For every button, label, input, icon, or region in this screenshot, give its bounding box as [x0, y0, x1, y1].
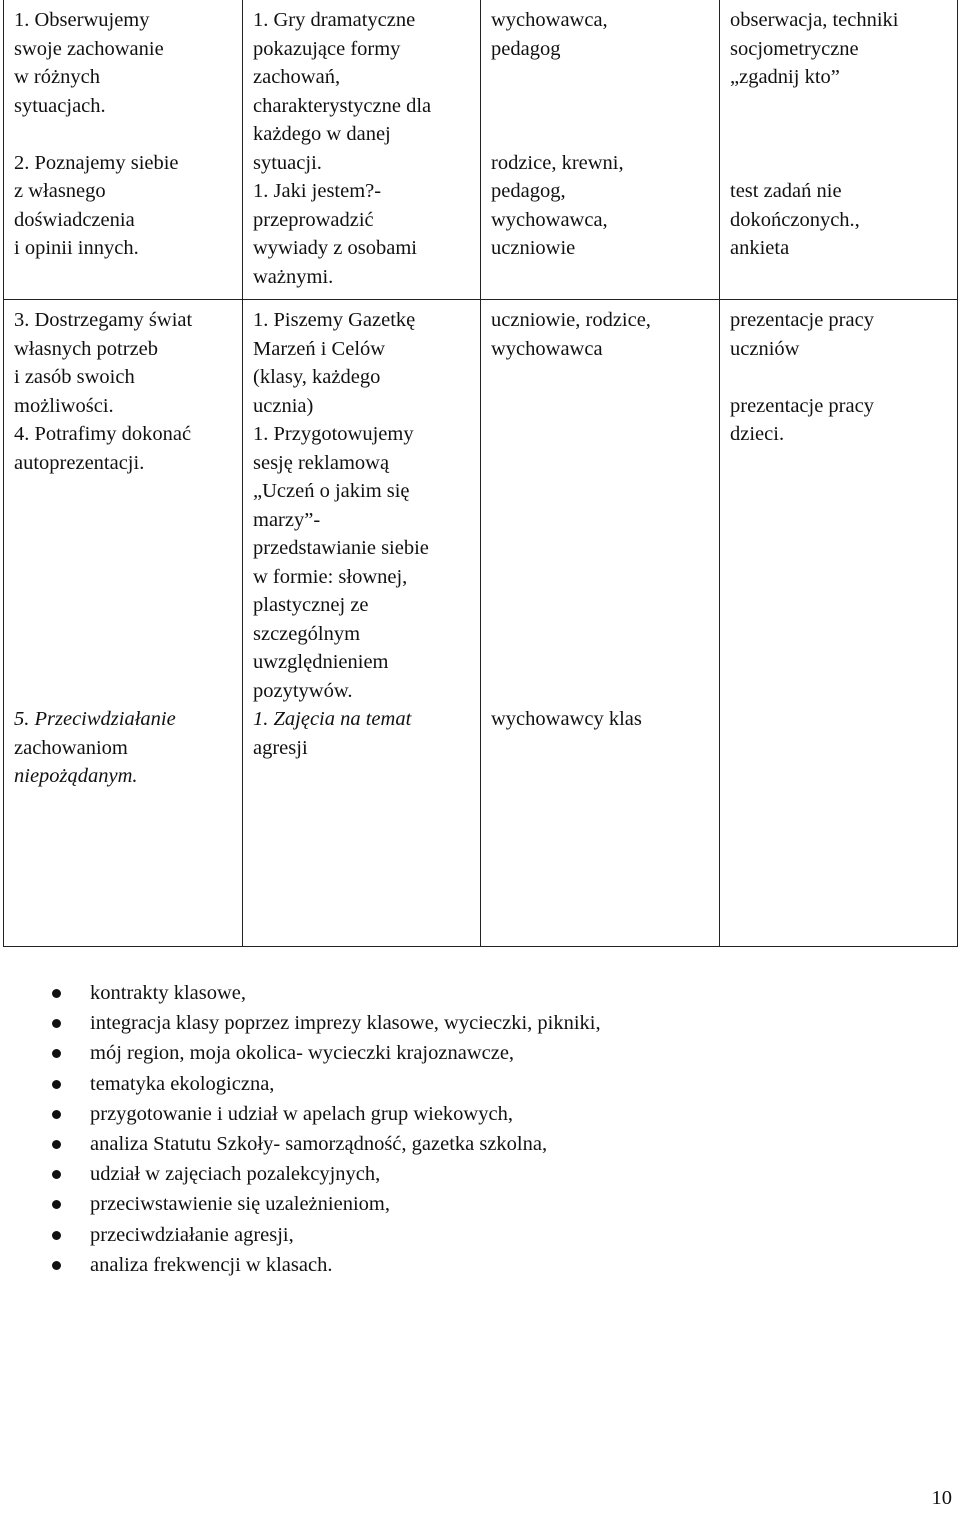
bullet-icon [52, 1110, 61, 1119]
list-item: integracja klasy poprzez imprezy klasowe, wycieczki, pikniki, [52, 1008, 601, 1038]
table-cell-responsible [481, 0, 720, 300]
bullet-icon [52, 1019, 61, 1028]
bullet-icon [52, 989, 61, 998]
responsible-item: uczniowie, rodzice, wychowawca [491, 309, 651, 360]
list-item: mój region, moja okolica- wycieczki krajoznawcze, [52, 1038, 601, 1068]
bullet-icon [52, 1049, 61, 1058]
page-number: 10 [931, 1487, 952, 1509]
list-item: analiza Statutu Szkoły- samorządność, gazetka szkolna, [52, 1129, 601, 1159]
responsible-item: wychowawca, pedagog [491, 9, 608, 60]
table-cell-responsible [481, 300, 720, 947]
evaluation-item: obserwacja, techniki socjometryczne „zgadnij kto” [730, 9, 899, 88]
bullet-icon [52, 1200, 61, 1209]
list-item: przeciwdziałanie agresji, [52, 1220, 601, 1250]
activity-item: agresji [253, 736, 308, 759]
evaluation-item: test zadań nie dokończonych., ankieta [730, 180, 860, 259]
bullet-icon [52, 1261, 61, 1270]
bullet-list [52, 978, 601, 1280]
bullet-icon [52, 1170, 61, 1179]
goal-item: 2. Poznajemy siebie z własnego doświadczenia i opinii innych. [14, 151, 179, 259]
table-cell-goals [4, 0, 243, 300]
bullet-icon [52, 1231, 61, 1240]
activities-table [3, 0, 958, 947]
bullet-icon [52, 1080, 61, 1089]
goal-item: 3. Dostrzegamy świat własnych potrzeb i zasób swoich możliwości. 4. Potrafimy dokonać autoprezentacji. [14, 309, 193, 474]
responsible-item: rodzice, krewni, pedagog, wychowawca, uczniowie [491, 151, 624, 259]
activity-item-italic: 1. Zajęcia na temat [253, 708, 412, 730]
activity-item: 1. Gry dramatyczne pokazujące formy zachowań, charakterystyczne dla każdego w danej sytuacji. 1. Jaki jestem?- przeprowadzić wywiady z osobami ważnymi. [253, 9, 432, 288]
list-item: przygotowanie i udział w apelach grup wiekowych, [52, 1099, 601, 1129]
list-item: tematyka ekologiczna, [52, 1069, 601, 1099]
table-cell-goals [4, 300, 243, 947]
evaluation-item: prezentacje pracy dzieci. [730, 394, 874, 445]
list-item: kontrakty klasowe, [52, 978, 601, 1008]
list-item: udział w zajęciach pozalekcyjnych, [52, 1159, 601, 1189]
table-cell-activities [243, 0, 481, 300]
evaluation-item: prezentacje pracy uczniów [730, 309, 874, 360]
table-cell-evaluation [720, 0, 958, 300]
goal-item: 1. Obserwujemy swoje zachowanie w różnych sytuacjach. [14, 9, 164, 117]
table-row [4, 300, 958, 947]
goal-item: zachowaniom [14, 736, 128, 759]
table-cell-activities [243, 300, 481, 947]
activity-item: 1. Piszemy Gazetkę Marzeń i Celów (klasy, każdego ucznia) 1. Przygotowujemy sesję reklamową „Uczeń o jakim się marzy”- przedstawianie siebie w formie: słownej, plastycznej ze szczególnym uwzględnieniem pozytywów. [253, 309, 429, 702]
list-item: przeciwstawienie się uzależnieniom, [52, 1189, 601, 1219]
table-cell-evaluation [720, 300, 958, 947]
responsible-item: wychowawcy klas [491, 708, 642, 730]
bullet-icon [52, 1140, 61, 1149]
goal-item-italic: 5. Przeciwdziałanie [14, 708, 176, 730]
list-item: analiza frekwencji w klasach. [52, 1250, 601, 1280]
table-row [4, 0, 958, 300]
goal-item-italic: niepożądanym. [14, 765, 138, 787]
